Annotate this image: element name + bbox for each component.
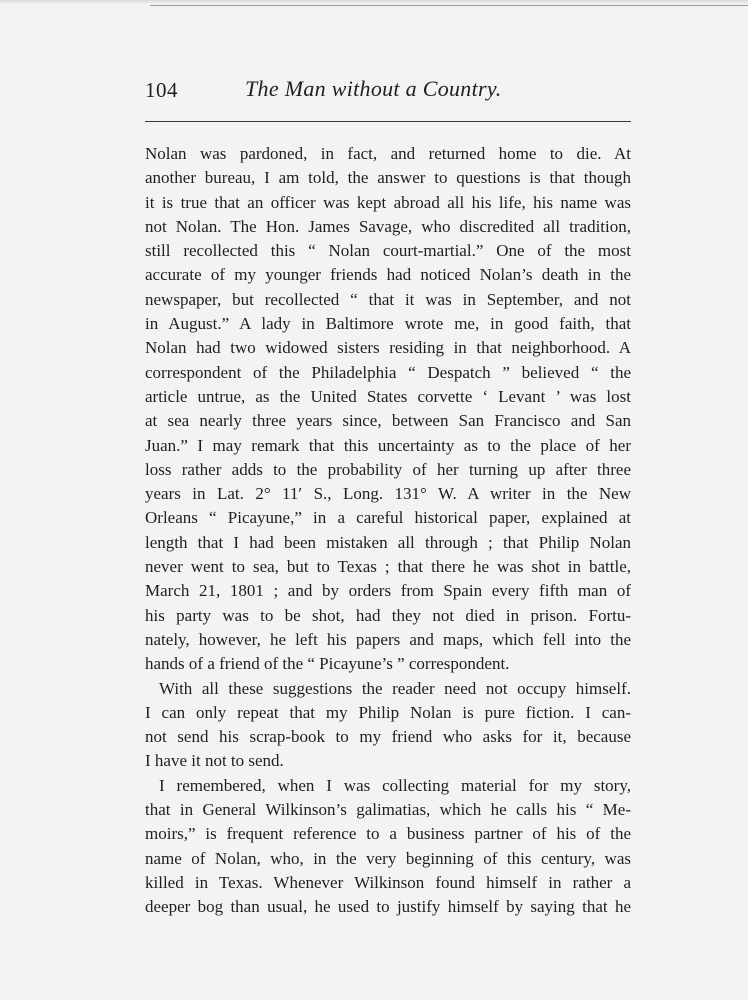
text-line: killed in Texas. Whenever Wilkinson found himself in rather a <box>145 872 631 892</box>
text-line: Nolan was pardoned, in fact, and returned home to die. At <box>145 144 631 163</box>
text-line: newspaper, but recollected “ that it was in September, and not <box>145 289 631 309</box>
text-line: his party was to be shot, had they not died in prison. Fortu- <box>145 605 631 625</box>
text-line: March 21, 1801 ; and by orders from Spain every fifth man of <box>145 581 631 601</box>
text-line: accurate of my younger friends had noticed Nolan’s death in the <box>145 265 631 285</box>
text-line: correspondent of the Philadelphia “ Despatch ” believed “ the <box>145 362 631 382</box>
text-line: it is true that an officer was kept abroad all his life, his name was <box>145 192 631 212</box>
paragraph-start-line: I remembered, when I was collecting material for my story, <box>159 775 631 795</box>
text-line: still recollected this “ Nolan court-martial.” One of the most <box>145 241 631 261</box>
header-rule <box>145 121 631 122</box>
text-line: I can only repeat that my Philip Nolan is pure fiction. I can- <box>145 702 631 722</box>
text-line: Nolan had two widowed sisters residing in that neighborhood. A <box>145 338 631 358</box>
paragraph-start-line: With all these suggestions the reader need not occupy himself. <box>159 678 631 698</box>
running-title: The Man without a Country. <box>245 76 502 101</box>
page-number: 104 <box>145 78 178 102</box>
text-line: not Nolan. The Hon. James Savage, who discredited all tradition, <box>145 216 631 236</box>
page-top-edge <box>0 0 748 4</box>
text-line: Juan.” I may remark that this uncertainty as to the place of her <box>145 435 631 455</box>
page-top-border <box>150 5 748 6</box>
text-line: Orleans “ Picayune,” in a careful historical paper, explained at <box>145 508 631 528</box>
text-line: length that I had been mistaken all through ; that Philip Nolan <box>145 532 631 552</box>
text-line: at sea nearly three years since, between San Francisco and San <box>145 411 631 431</box>
page-header <box>145 72 631 106</box>
text-line: nately, however, he left his papers and maps, which fell into the <box>145 629 631 649</box>
text-line: loss rather adds to the probability of her turning up after three <box>145 459 631 479</box>
text-line: in August.” A lady in Baltimore wrote me, in good faith, that <box>145 314 631 334</box>
text-line: moirs,” is frequent reference to a business partner of his of the <box>145 824 631 844</box>
body-text <box>145 142 631 920</box>
text-line: article untrue, as the United States corvette ‘ Levant ’ was lost <box>145 386 631 406</box>
text-line: hands of a friend of the “ Picayune’s ” correspondent. <box>145 654 510 674</box>
text-line: never went to sea, but to Texas ; that there he was shot in battle, <box>145 557 631 577</box>
text-line: I have it not to send. <box>145 751 284 771</box>
text-line: deeper bog than usual, he used to justify himself by saying that he <box>145 897 631 917</box>
text-line: that in General Wilkinson’s galimatias, which he calls his “ Me- <box>145 800 631 820</box>
text-line: not send his scrap-book to my friend who asks for it, because <box>145 727 631 747</box>
text-line: years in Lat. 2° 11′ S., Long. 131° W. A writer in the New <box>145 484 631 504</box>
text-line: another bureau, I am told, the answer to questions is that though <box>145 168 631 188</box>
text-line: name of Nolan, who, in the very beginning of this century, was <box>145 848 631 868</box>
